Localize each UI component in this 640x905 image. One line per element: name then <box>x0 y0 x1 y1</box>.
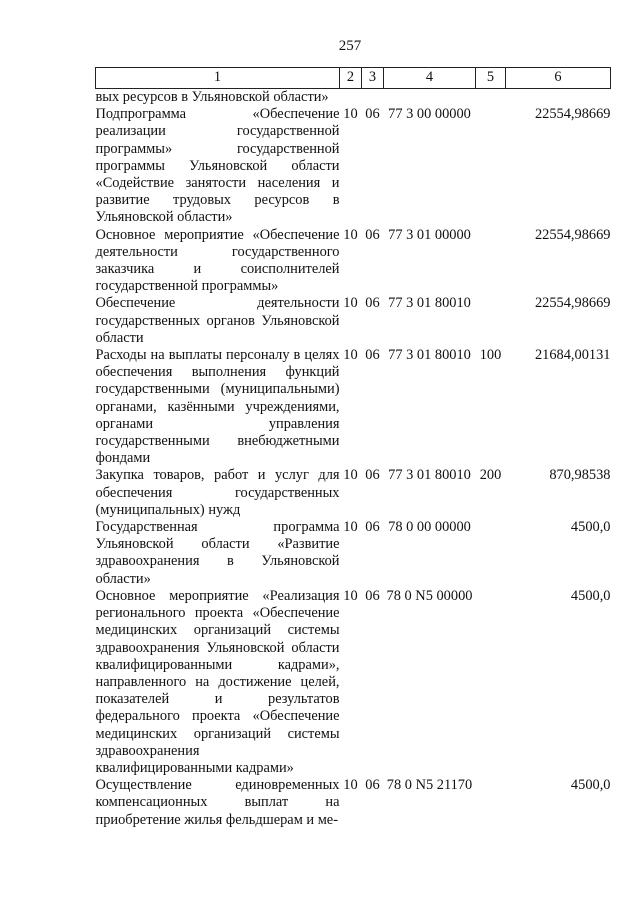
row-amount: 22554,98669 <box>534 295 611 312</box>
table-row <box>96 519 611 588</box>
row-section: 10 <box>343 587 358 604</box>
row-expense-type <box>476 227 506 296</box>
table-row <box>96 588 611 777</box>
column-header-3: 3 <box>362 68 384 89</box>
row-amount: 4500,0 <box>570 777 611 794</box>
row-name: Подпрограмма «Обеспечение реализации государственной программы» государственной программы Ульяновской области «Содействие занятости населения и развитие трудовых ресурсов в Ульяновской области» <box>95 106 340 226</box>
row-target-code <box>384 89 476 107</box>
table-row <box>96 777 611 829</box>
row-amount <box>506 89 611 107</box>
page-number: 257 <box>338 38 362 54</box>
row-section: 10 <box>343 226 358 243</box>
row-subsection: 06 <box>365 347 380 364</box>
row-section: 10 <box>343 519 358 536</box>
row-name: Осуществление единовременных компенсационных выплат на приобретение жилья фельдшерам и ме- <box>95 777 340 828</box>
row-amount: 4500,0 <box>570 519 611 536</box>
row-section: 10 <box>343 106 358 123</box>
column-header-4: 4 <box>384 68 476 89</box>
column-header-1: 1 <box>96 68 340 89</box>
row-amount: 22554,98669 <box>534 226 611 243</box>
row-target-code: 78 0 00 00000 <box>388 519 471 536</box>
row-subsection: 06 <box>365 106 380 123</box>
table-row <box>96 89 611 107</box>
row-amount: 4500,0 <box>570 587 611 604</box>
row-subsection: 06 <box>365 587 380 604</box>
row-section <box>340 89 362 107</box>
row-target-code: 78 0 N5 00000 <box>386 587 473 604</box>
row-amount: 870,98538 <box>549 467 611 484</box>
table-row <box>96 295 611 347</box>
table-row <box>96 227 611 296</box>
row-subsection: 06 <box>365 226 380 243</box>
row-expense-type <box>476 777 506 829</box>
row-name: Расходы на выплаты персоналу в целях обеспечения выполнения функций государственными (муниципальными) органами, казёнными учреждениями, органами управления государственными внебюджетными фондами <box>95 347 340 467</box>
column-header-5: 5 <box>476 68 506 89</box>
row-section: 10 <box>343 295 358 312</box>
table-row <box>96 347 611 467</box>
row-target-code: 77 3 00 00000 <box>388 106 471 123</box>
column-header-2: 2 <box>340 68 362 89</box>
row-target-code: 78 0 N5 21170 <box>386 777 473 794</box>
row-section: 10 <box>343 347 358 364</box>
row-expense-type: 100 <box>479 347 502 364</box>
row-expense-type <box>476 295 506 347</box>
row-name: Основное мероприятие «Обеспечение деятельности государственного заказчика и соисполнителей государственной программы» <box>95 226 340 295</box>
table-header-row <box>96 68 611 89</box>
row-subsection <box>362 89 384 107</box>
row-expense-type <box>476 106 506 226</box>
row-subsection: 06 <box>365 295 380 312</box>
row-name: вых ресурсов в Ульяновской области» <box>95 89 329 105</box>
column-header-6: 6 <box>506 68 611 89</box>
row-name: Основное мероприятие «Реализация регионального проекта «Обеспечение медицинских организаций системы здравоохранения Ульяновской области квалифицированными кадрами», направленного на достижение целей, показателей и результатов федерального проекта «Обеспечение медицинских организаций системы здравоохранения квалифицированными кадрами» <box>95 587 340 776</box>
row-target-code: 77 3 01 80010 <box>388 295 471 312</box>
row-target-code: 77 3 01 80010 <box>388 347 471 364</box>
table-row <box>96 467 611 519</box>
row-name: Обеспечение деятельности государственных органов Ульяновской области <box>95 295 340 346</box>
row-name: Государственная программа Ульяновской области «Развитие здравоохранения в Ульяновской области» <box>95 519 340 587</box>
budget-table <box>95 67 611 829</box>
row-subsection: 06 <box>365 777 380 794</box>
row-section: 10 <box>343 467 358 484</box>
table-row <box>96 106 611 226</box>
row-name: Закупка товаров, работ и услуг для обеспечения государственных (муниципальных) нужд <box>95 467 340 518</box>
row-amount: 21684,00131 <box>534 347 611 364</box>
row-amount: 22554,98669 <box>534 106 611 123</box>
row-section: 10 <box>343 777 358 794</box>
row-expense-type: 200 <box>479 467 502 484</box>
row-target-code: 77 3 01 80010 <box>388 467 471 484</box>
row-expense-type <box>476 519 506 588</box>
row-subsection: 06 <box>365 467 380 484</box>
row-expense-type <box>476 588 506 777</box>
row-target-code: 77 3 01 00000 <box>388 226 471 243</box>
row-subsection: 06 <box>365 519 380 536</box>
row-expense-type <box>476 89 506 107</box>
